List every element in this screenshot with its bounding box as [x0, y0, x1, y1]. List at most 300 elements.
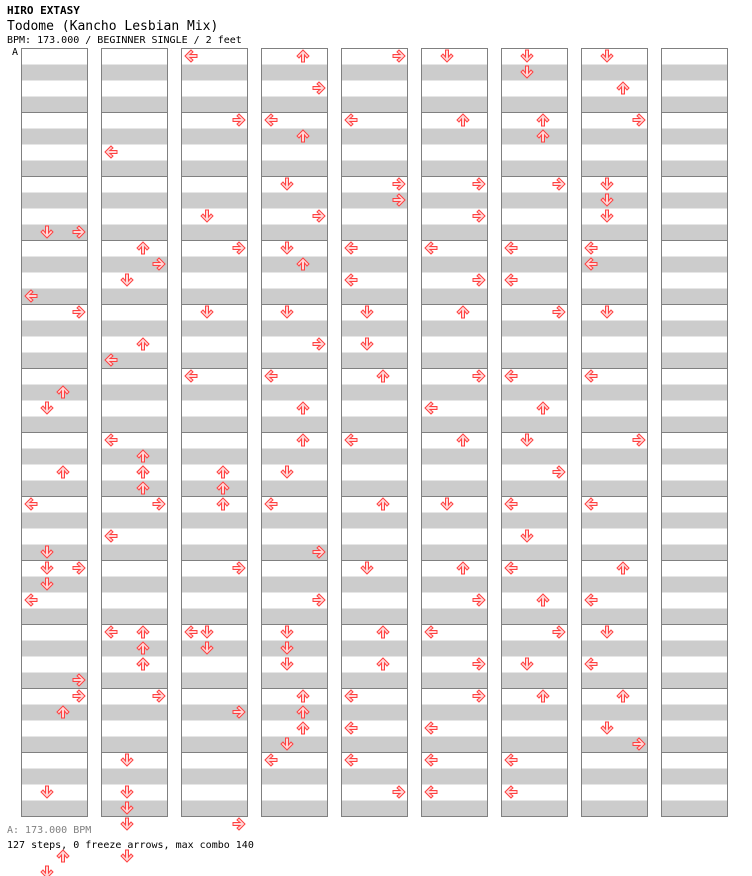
beat-row-light [101, 657, 168, 673]
beat-row-shaded [21, 193, 88, 209]
beat-row-light [181, 273, 248, 289]
beat-row-shaded [101, 801, 168, 817]
beat-row-shaded [181, 737, 248, 753]
beat-row-light [581, 625, 648, 641]
beat-row-light [101, 785, 168, 801]
beat-row-light [101, 113, 168, 129]
beat-row-shaded [661, 289, 728, 305]
beat-row-shaded [501, 417, 568, 433]
beat-row-light [101, 177, 168, 193]
beat-row-shaded [101, 673, 168, 689]
beat-row-light [581, 401, 648, 417]
beat-row-light [581, 753, 648, 769]
beat-row-light [21, 401, 88, 417]
beat-row-light [181, 177, 248, 193]
beat-row-shaded [661, 193, 728, 209]
beat-row-shaded [421, 65, 488, 81]
beat-row-light [661, 593, 728, 609]
beat-row-shaded [341, 257, 408, 273]
beat-row-light [101, 401, 168, 417]
down-arrow-icon [121, 818, 133, 830]
beat-row-light [661, 81, 728, 97]
beat-row-light [341, 625, 408, 641]
beat-row-shaded [101, 225, 168, 241]
beat-row-light [581, 177, 648, 193]
beat-row-light [421, 433, 488, 449]
beat-row-shaded [261, 321, 328, 337]
beat-row-light [261, 145, 328, 161]
beat-row-light [21, 337, 88, 353]
beat-row-shaded [181, 289, 248, 305]
beat-row-shaded [21, 769, 88, 785]
beat-row-shaded [21, 609, 88, 625]
beat-row-shaded [501, 545, 568, 561]
beat-row-shaded [181, 385, 248, 401]
beat-row-light [581, 145, 648, 161]
beat-row-shaded [21, 449, 88, 465]
beat-row-light [501, 433, 568, 449]
beat-row-shaded [101, 449, 168, 465]
beat-row-light [421, 81, 488, 97]
beat-row-light [181, 529, 248, 545]
beat-row-shaded [181, 65, 248, 81]
beat-row-shaded [661, 97, 728, 113]
beat-row-shaded [421, 705, 488, 721]
beat-row-shaded [261, 769, 328, 785]
beat-row-light [181, 593, 248, 609]
beat-row-light [421, 145, 488, 161]
beat-row-light [261, 625, 328, 641]
beat-row-shaded [341, 321, 408, 337]
beat-row-shaded [501, 737, 568, 753]
beat-row-shaded [661, 481, 728, 497]
beat-row-shaded [341, 641, 408, 657]
beat-row-light [261, 177, 328, 193]
artist-name: HIRO EXTASY [7, 4, 80, 17]
beat-row-shaded [421, 609, 488, 625]
beat-row-shaded [581, 705, 648, 721]
beat-row-light [501, 657, 568, 673]
beat-row-light [501, 49, 568, 65]
beat-row-light [661, 177, 728, 193]
beat-row-shaded [581, 673, 648, 689]
beat-row-shaded [341, 737, 408, 753]
beat-row-light [661, 369, 728, 385]
beat-row-light [501, 689, 568, 705]
beat-row-shaded [581, 353, 648, 369]
beat-row-light [341, 145, 408, 161]
beat-row-light [261, 49, 328, 65]
beat-row-shaded [421, 481, 488, 497]
beat-row-shaded [581, 289, 648, 305]
beat-row-shaded [501, 673, 568, 689]
beat-row-light [261, 273, 328, 289]
beat-row-shaded [21, 801, 88, 817]
beat-row-light [661, 49, 728, 65]
beat-row-shaded [581, 449, 648, 465]
beat-row-light [341, 401, 408, 417]
beat-row-shaded [261, 705, 328, 721]
chart-column [501, 49, 568, 817]
beat-row-light [581, 465, 648, 481]
beat-row-light [341, 497, 408, 513]
bpm-legend: A: 173.000 BPM [7, 825, 92, 836]
beat-row-shaded [581, 577, 648, 593]
beat-row-shaded [181, 129, 248, 145]
beat-row-shaded [581, 225, 648, 241]
bpm-marker-label: A [12, 47, 19, 58]
beat-row-shaded [21, 97, 88, 113]
beat-row-light [341, 369, 408, 385]
beat-row-shaded [661, 577, 728, 593]
beat-row-light [581, 273, 648, 289]
beat-row-light [21, 49, 88, 65]
beat-row-light [581, 337, 648, 353]
beat-row-shaded [21, 641, 88, 657]
beat-row-shaded [181, 513, 248, 529]
chart-stats: 127 steps, 0 freeze arrows, max combo 140 [7, 840, 254, 851]
beat-row-shaded [421, 673, 488, 689]
beat-row-light [261, 465, 328, 481]
beat-row-shaded [581, 545, 648, 561]
beat-row-shaded [181, 97, 248, 113]
beat-row-light [101, 593, 168, 609]
beat-row-shaded [181, 801, 248, 817]
beat-row-shaded [501, 513, 568, 529]
beat-row-shaded [101, 737, 168, 753]
beat-row-light [101, 241, 168, 257]
beat-row-shaded [261, 129, 328, 145]
beat-row-shaded [501, 769, 568, 785]
beat-row-light [341, 337, 408, 353]
beat-row-shaded [181, 257, 248, 273]
beat-row-light [661, 753, 728, 769]
beat-row-shaded [101, 641, 168, 657]
beat-row-shaded [501, 705, 568, 721]
beat-row-shaded [261, 641, 328, 657]
beat-row-shaded [21, 161, 88, 177]
beat-row-shaded [261, 609, 328, 625]
beat-row-shaded [661, 161, 728, 177]
beat-row-light [181, 145, 248, 161]
beat-row-shaded [101, 161, 168, 177]
beat-row-light [21, 273, 88, 289]
beat-row-light [501, 529, 568, 545]
beat-row-light [101, 305, 168, 321]
beat-row-light [21, 753, 88, 769]
beat-row-shaded [341, 129, 408, 145]
beat-row-shaded [341, 801, 408, 817]
beat-row-shaded [501, 801, 568, 817]
beat-row-shaded [261, 97, 328, 113]
chart-info: BPM: 173.000 / BEGINNER SINGLE / 2 feet [7, 35, 242, 46]
beat-row-light [101, 273, 168, 289]
beat-row-shaded [341, 769, 408, 785]
beat-row-shaded [421, 545, 488, 561]
beat-row-shaded [581, 609, 648, 625]
beat-row-light [581, 561, 648, 577]
beat-row-shaded [181, 193, 248, 209]
beat-row-shaded [261, 481, 328, 497]
beat-row-light [261, 561, 328, 577]
beat-row-light [341, 593, 408, 609]
beat-row-shaded [261, 801, 328, 817]
beat-row-light [21, 625, 88, 641]
beat-row-shaded [21, 417, 88, 433]
beat-row-shaded [661, 385, 728, 401]
beat-row-shaded [101, 705, 168, 721]
beat-row-light [501, 113, 568, 129]
beat-row-shaded [101, 513, 168, 529]
beat-row-light [181, 785, 248, 801]
beat-row-shaded [341, 609, 408, 625]
beat-row-light [21, 113, 88, 129]
beat-row-light [581, 209, 648, 225]
beat-row-shaded [341, 385, 408, 401]
beat-row-shaded [501, 289, 568, 305]
beat-row-shaded [261, 225, 328, 241]
beat-row-shaded [421, 417, 488, 433]
beat-row-shaded [21, 705, 88, 721]
beat-row-light [21, 433, 88, 449]
beat-row-shaded [661, 417, 728, 433]
beat-row-shaded [501, 609, 568, 625]
beat-row-shaded [21, 353, 88, 369]
beat-row-shaded [661, 609, 728, 625]
beat-row-light [181, 81, 248, 97]
beat-row-shaded [261, 257, 328, 273]
beat-row-shaded [181, 769, 248, 785]
beat-row-light [101, 337, 168, 353]
beat-row-light [581, 785, 648, 801]
beat-row-shaded [21, 385, 88, 401]
beat-row-light [341, 465, 408, 481]
beat-row-light [21, 529, 88, 545]
beat-row-light [181, 657, 248, 673]
beat-row-shaded [101, 385, 168, 401]
beat-row-shaded [21, 129, 88, 145]
beat-row-light [181, 433, 248, 449]
beat-row-light [581, 305, 648, 321]
beat-row-shaded [21, 481, 88, 497]
beat-row-shaded [421, 321, 488, 337]
beat-row-shaded [421, 513, 488, 529]
beat-row-shaded [101, 65, 168, 81]
beat-row-light [101, 465, 168, 481]
beat-row-light [421, 561, 488, 577]
beat-row-shaded [501, 321, 568, 337]
beat-row-shaded [101, 545, 168, 561]
beat-row-shaded [181, 481, 248, 497]
beat-row-shaded [181, 449, 248, 465]
beat-row-shaded [261, 673, 328, 689]
beat-row-shaded [101, 577, 168, 593]
beat-row-shaded [261, 353, 328, 369]
beat-row-shaded [581, 161, 648, 177]
beat-row-shaded [341, 65, 408, 81]
beat-row-shaded [501, 641, 568, 657]
beat-row-light [661, 337, 728, 353]
beat-row-light [661, 689, 728, 705]
beat-row-shaded [581, 641, 648, 657]
beat-row-shaded [501, 161, 568, 177]
beat-row-shaded [181, 577, 248, 593]
beat-row-light [661, 529, 728, 545]
song-title: Todome (Kancho Lesbian Mix) [7, 19, 219, 34]
beat-row-light [21, 241, 88, 257]
beat-row-shaded [661, 321, 728, 337]
beat-row-shaded [661, 513, 728, 529]
beat-row-shaded [341, 705, 408, 721]
beat-row-shaded [581, 129, 648, 145]
beat-row-light [581, 529, 648, 545]
beat-row-light [421, 113, 488, 129]
beat-row-light [101, 753, 168, 769]
beat-row-light [261, 305, 328, 321]
beat-row-shaded [101, 321, 168, 337]
beat-row-shaded [661, 673, 728, 689]
beat-row-light [341, 657, 408, 673]
beat-row-shaded [101, 193, 168, 209]
beat-row-shaded [181, 161, 248, 177]
beat-row-shaded [421, 161, 488, 177]
beat-row-light [101, 721, 168, 737]
beat-row-shaded [101, 417, 168, 433]
beat-row-light [661, 657, 728, 673]
beat-row-light [661, 561, 728, 577]
beat-row-shaded [261, 449, 328, 465]
beat-row-light [261, 657, 328, 673]
beat-row-shaded [21, 577, 88, 593]
beat-row-shaded [341, 545, 408, 561]
beat-row-light [581, 49, 648, 65]
beat-row-light [661, 721, 728, 737]
beat-row-light [261, 241, 328, 257]
beat-row-light [21, 209, 88, 225]
beat-row-shaded [501, 129, 568, 145]
beat-row-shaded [421, 257, 488, 273]
beat-row-shaded [661, 449, 728, 465]
beat-row-shaded [21, 545, 88, 561]
beat-row-shaded [341, 513, 408, 529]
beat-row-light [661, 433, 728, 449]
beat-row-shaded [661, 225, 728, 241]
beat-row-light [661, 145, 728, 161]
beat-row-light [501, 145, 568, 161]
beat-row-shaded [261, 417, 328, 433]
beat-row-light [101, 561, 168, 577]
beat-row-shaded [261, 161, 328, 177]
beat-row-shaded [341, 225, 408, 241]
beat-row-shaded [581, 417, 648, 433]
beat-row-light [21, 145, 88, 161]
beat-row-shaded [101, 289, 168, 305]
beat-row-light [181, 753, 248, 769]
beat-row-shaded [421, 577, 488, 593]
beat-row-light [421, 497, 488, 513]
beat-row-light [101, 369, 168, 385]
beat-row-light [661, 241, 728, 257]
beat-row-shaded [661, 257, 728, 273]
chart-column [661, 49, 728, 817]
beat-row-light [21, 465, 88, 481]
up-arrow-icon [57, 850, 69, 862]
beat-row-light [181, 209, 248, 225]
beat-row-shaded [261, 385, 328, 401]
beat-row-shaded [581, 385, 648, 401]
beat-row-light [21, 657, 88, 673]
beat-row-shaded [501, 577, 568, 593]
beat-row-light [181, 401, 248, 417]
beat-row-light [261, 689, 328, 705]
beat-row-shaded [421, 801, 488, 817]
beat-row-shaded [181, 545, 248, 561]
beat-row-shaded [101, 769, 168, 785]
beat-row-shaded [661, 129, 728, 145]
beat-row-shaded [501, 65, 568, 81]
beat-row-shaded [21, 65, 88, 81]
beat-row-shaded [501, 225, 568, 241]
beat-row-shaded [101, 609, 168, 625]
beat-row-light [21, 785, 88, 801]
beat-row-shaded [661, 545, 728, 561]
beat-row-shaded [101, 97, 168, 113]
beat-row-light [21, 721, 88, 737]
beat-row-light [341, 561, 408, 577]
beat-row-shaded [661, 769, 728, 785]
beat-row-shaded [21, 257, 88, 273]
beat-row-shaded [661, 353, 728, 369]
beat-row-light [181, 337, 248, 353]
right-arrow-icon [233, 818, 245, 830]
beat-row-shaded [261, 289, 328, 305]
beat-row-light [421, 305, 488, 321]
beat-row-light [661, 113, 728, 129]
beat-row-light [341, 209, 408, 225]
beat-row-shaded [341, 353, 408, 369]
beat-row-shaded [661, 65, 728, 81]
beat-row-light [21, 369, 88, 385]
beat-row-shaded [341, 577, 408, 593]
beat-row-light [661, 273, 728, 289]
beat-row-shaded [341, 449, 408, 465]
beat-row-light [421, 465, 488, 481]
beat-row-shaded [581, 193, 648, 209]
beat-row-light [181, 305, 248, 321]
beat-row-shaded [181, 225, 248, 241]
beat-row-shaded [581, 481, 648, 497]
beat-row-light [421, 529, 488, 545]
beat-row-light [661, 785, 728, 801]
beat-row-shaded [21, 321, 88, 337]
beat-row-shaded [421, 193, 488, 209]
beat-row-shaded [421, 769, 488, 785]
beat-row-shaded [421, 449, 488, 465]
down-arrow-icon [41, 866, 53, 876]
beat-row-light [501, 337, 568, 353]
beat-row-light [501, 593, 568, 609]
beat-row-light [661, 209, 728, 225]
beat-row-light [181, 497, 248, 513]
beat-row-shaded [421, 737, 488, 753]
beat-row-shaded [421, 385, 488, 401]
beat-row-shaded [341, 161, 408, 177]
beat-row-shaded [421, 353, 488, 369]
beat-row-shaded [501, 481, 568, 497]
beat-row-light [341, 305, 408, 321]
beat-row-shaded [501, 257, 568, 273]
beat-row-shaded [661, 705, 728, 721]
